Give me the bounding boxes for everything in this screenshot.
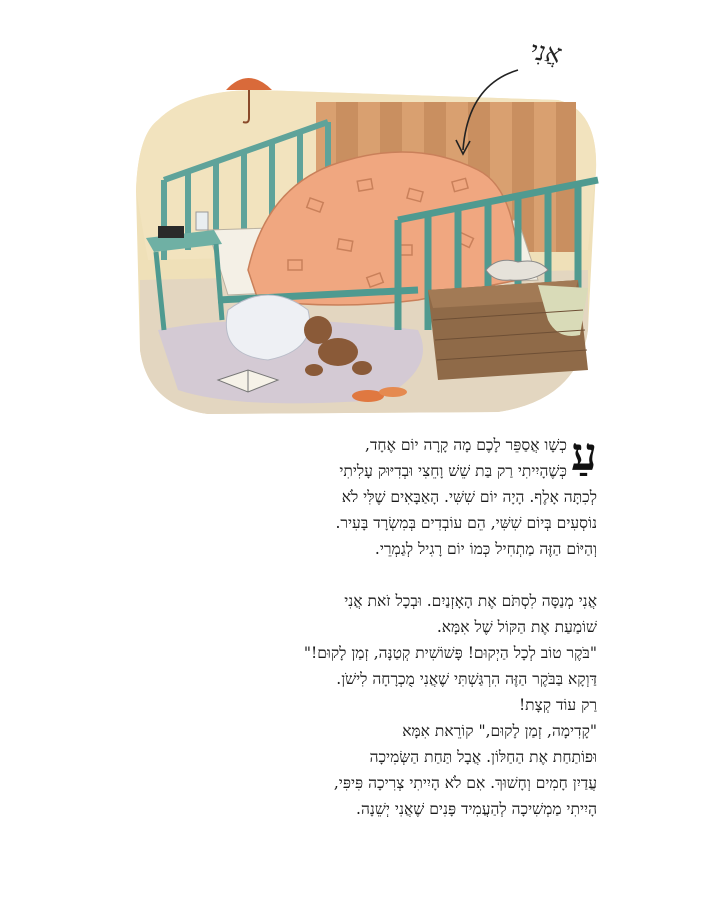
text-line: וּפוֹתַחַת אֶת הַחַלּוֹן. אֲבָל תַּחַת הַשְּׂמִיכָה bbox=[369, 748, 597, 766]
text-line: עֲדַיִן חָמִים וְחָשׁוּךְ. אִם לֹא הָיִיתִי צְרִיכָה פִּיפִּי, bbox=[333, 774, 597, 792]
bedroom-illustration bbox=[118, 30, 608, 420]
text-line: רַק עוֹד קְצָת! bbox=[518, 696, 597, 714]
text-line: אֲנִי מְנַסָּה לִסְתֹּם אֶת הָאָזְנַיִם. וּבְכָל זֹאת אֲנִי bbox=[344, 592, 597, 610]
illustration-label: אֲנִי bbox=[528, 35, 563, 71]
text-line: "קָדִימָה, זְמַן לָקוּם," קוֹרֵאת אִמָּא bbox=[402, 722, 597, 740]
paragraph-1 bbox=[137, 427, 597, 562]
glass-icon bbox=[196, 212, 208, 230]
paragraph-spacer bbox=[137, 562, 597, 588]
text-line: כְשָׁו אֲסַפֵּר לָכֶם מָה קָרָה יוֹם אֶחָד, bbox=[365, 436, 567, 454]
laundry-basket bbox=[428, 280, 588, 380]
story-text bbox=[137, 427, 597, 822]
text-line: וְהַיּוֹם הַזֶּה מַתְחִיל כְּמוֹ יוֹם רָגִיל לְגַמְרֵי. bbox=[374, 540, 597, 558]
text-line: לְכִתָּה אָלֶף. הָיָה יוֹם שִׁשִּׁי. הָאַבָּאִים שֶׁלִּי לֹא bbox=[341, 488, 597, 506]
text-line: שׁוֹמַעַת אֶת הַקּוֹל שֶׁל אִמָּא. bbox=[436, 618, 597, 636]
radio-icon bbox=[158, 226, 184, 238]
drop-cap-letter: עַ bbox=[570, 427, 597, 481]
text-line: נוֹסְעִים בְּיוֹם שִׁשִּׁי, הֵם עוֹבְדִים בְּמִשְׂרָד בָּעִיר. bbox=[335, 514, 597, 532]
text-line: דַּוְקָא בַּבֹּקֶר הַזֶּה הִרְגַּשְׁתִּי שֶׁאֲנִי מֻכְרָחָה לִישֹׁן. bbox=[336, 670, 597, 688]
slipper-icon bbox=[379, 387, 407, 397]
text-line: הָיִיתִי מַמְשִׁיכָה לְהַעֲמִיד פָּנִים שֶׁאֲנִי יְשֵׁנָה. bbox=[356, 800, 597, 818]
text-line: "בֹּקֶר טוֹב לְכָל הַיְקוּם! פָּשׁוֹשִׁית קְטַנָּה, זְמַן לָקוּם!" bbox=[303, 644, 597, 662]
text-line: כְּשֶׁהָיִיתִי רַק בַּת שֵׁשׁ וָחֵצִי וּבְדִיּוּק עָלִיתִי bbox=[339, 462, 567, 480]
paragraph-2 bbox=[137, 588, 597, 822]
